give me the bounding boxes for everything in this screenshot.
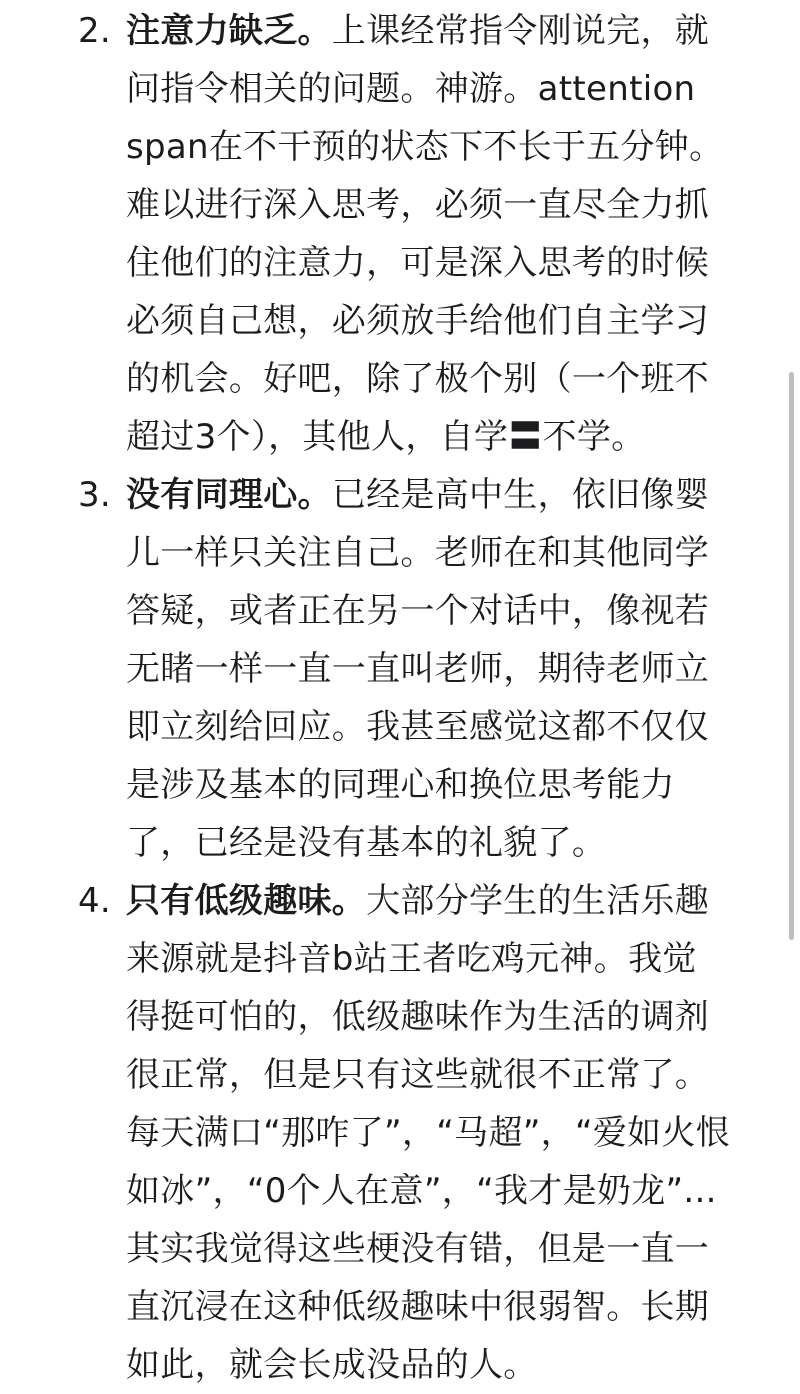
line-text: 大部分学生的生活乐趣: [366, 881, 710, 921]
text-line: span在不干预的状态下不长于五分钟。: [126, 127, 724, 167]
text-line: 问指令相关的问题。神游。attention: [126, 69, 696, 109]
text-line: [126, 466, 726, 524]
text-line: 难以进行深入思考，必须一直尽全力抓: [126, 185, 710, 225]
list-item: [0, 872, 731, 1394]
text-line: [126, 2, 726, 60]
text-line: 得挺可怕的，低级趣味作为生活的调剂: [126, 997, 710, 1037]
item-heading: 没有同理心。: [126, 475, 332, 515]
list-number: 2.: [78, 11, 112, 51]
article-body: [0, 2, 800, 1394]
text-line: 每天满口“那咋了”，“马超”，“爱如火恨: [126, 1113, 731, 1153]
item-heading: 注意力缺乏。: [126, 11, 332, 51]
text-line: 是涉及基本的同理心和换位思考能力: [126, 765, 675, 805]
text-line: [126, 872, 726, 930]
text-line: 答疑，或者正在另一个对话中，像视若: [126, 591, 710, 631]
text-line: 如冰”，“0个人在意”，“我才是奶龙”...: [126, 1171, 717, 1211]
text-line: 其实我觉得这些梗没有错，但是一直一: [126, 1229, 710, 1269]
text-line: 必须自己想，必须放手给他们自主学习: [126, 301, 710, 341]
text-line: 如此，就会长成没品的人。: [126, 1345, 538, 1385]
line-text: 上课经常指令刚说完，就: [331, 11, 710, 51]
text-line: 很正常，但是只有这些就很不正常了。: [126, 1055, 710, 1095]
line-text: 已经是高中生，依旧像婴: [331, 475, 710, 515]
text-line: 了，已经是没有基本的礼貌了。: [126, 823, 607, 863]
list-item: [0, 2, 726, 466]
text-line: 直沉浸在这种低级趣味中很弱智。长期: [126, 1287, 710, 1327]
text-line: 超过3个），其他人，自学〓不学。: [126, 417, 646, 457]
scrollbar[interactable]: [789, 372, 794, 940]
text-line: 来源就是抖音b站王者吃鸡元神。我觉: [126, 939, 697, 979]
list-number: 4.: [78, 881, 112, 921]
item-heading: 只有低级趣味。: [126, 881, 367, 921]
list-item: [0, 466, 726, 872]
list-number: 3.: [78, 475, 112, 515]
text-line: 住他们的注意力，可是深入思考的时候: [126, 243, 710, 283]
text-line: 儿一样只关注自己。老师在和其他同学: [126, 533, 710, 573]
text-line: 即立刻给回应。我甚至感觉这都不仅仅: [126, 707, 710, 747]
text-line: 的机会。好吧，除了极个别（一个班不: [126, 359, 710, 399]
text-line: 无睹一样一直一直叫老师，期待老师立: [126, 649, 710, 689]
